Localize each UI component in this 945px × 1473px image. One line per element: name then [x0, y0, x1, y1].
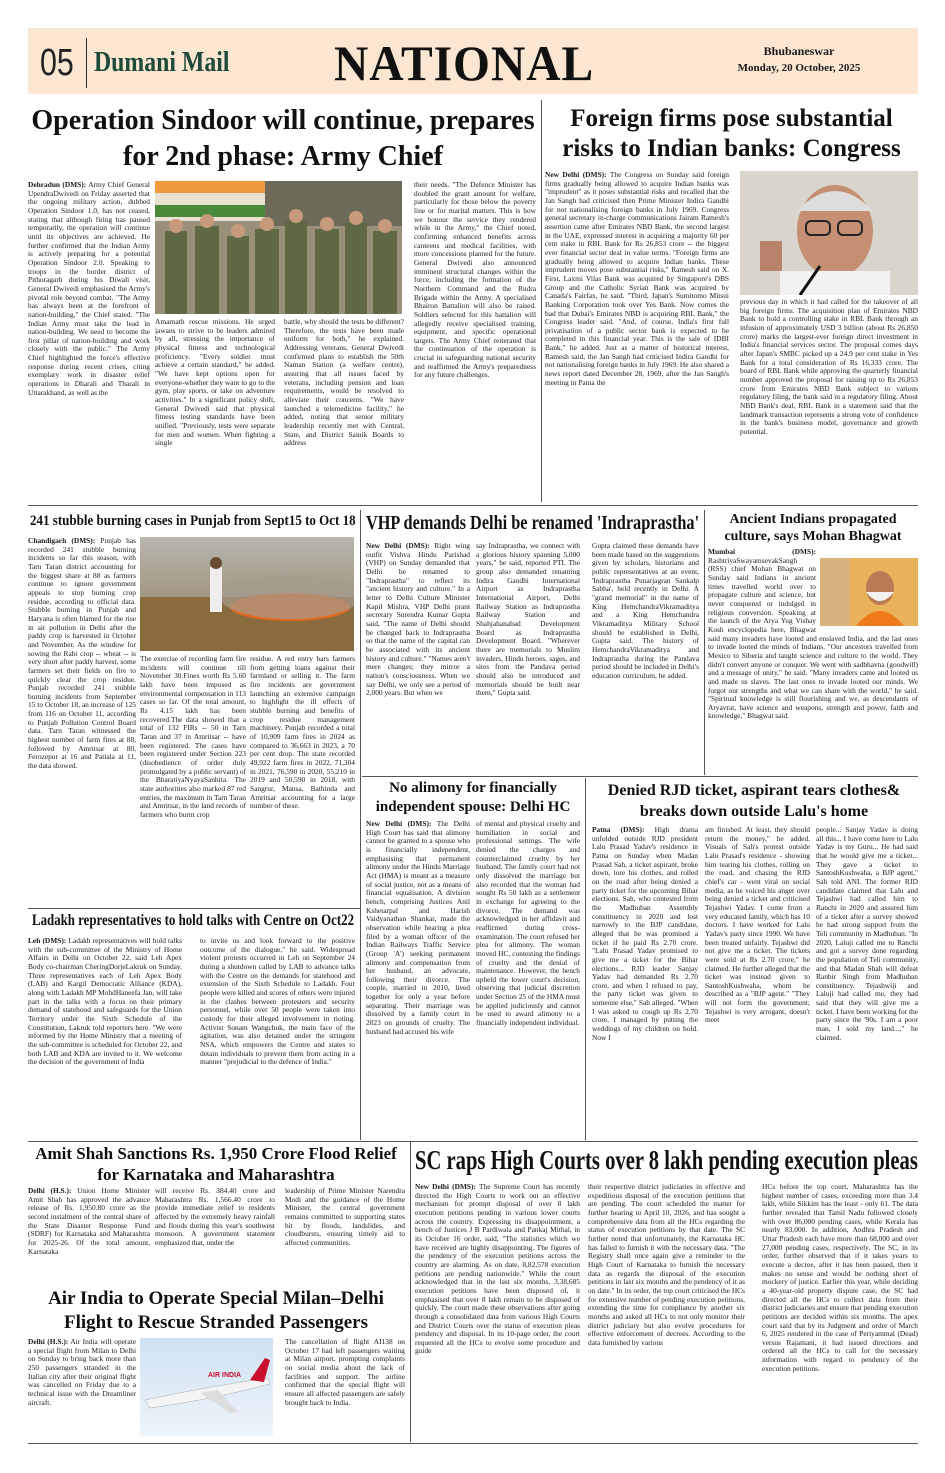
newspaper-name: Dumani Mail — [94, 46, 230, 78]
page-bottom-rule — [28, 1443, 918, 1444]
column-divider — [704, 510, 705, 775]
headline-foreign-banks — [545, 104, 918, 166]
article-column — [545, 171, 729, 499]
headline-army-chief — [28, 103, 538, 177]
headline-alimony — [365, 779, 581, 818]
article-text: RashtriyaSwayamsevakSangh (RSS) chief Mohan Bhagwat on Sunday said Indians in ancient times travelled world over to propagate culture and science, but never conquered or indulged in religious conversion. Speaking at the launch of the Arya Yug Vishay Kosh encyclopedia here, Bhagwat said many invaders have looted and enslaved India, and the last ones to invade looted the minds of Indians. "Our ancestors travelled from Mexico to Siberia and taught science and culture to the world. They didn't convert anyone or conquer. We went with sadbhavna (goodwill) and a message of unity," he said. "Many invaders came and looted us and made us slaves. The last ones to invade looted our minds. We forgot our strengths and what we can share with the world," he said. "Spiritual knowledge is still flourishing and we, as descendants of Aryavrat, have science and weapons, strength and power, faith and knowledge," Bhagwat said. — [708, 555, 918, 721]
article-text: Army Chief General UpendraDwivedi on Friday asserted that the ongoing military action, dubbed Operation Sindoor 1.0, has not ceased, stating that although firing has paused temporarily, the operation will continue until its objectives are achieved. He further confirmed that the Indian Army is actively preparing for a potential Operation Sindoor 2.0. Speaking to troops in the border district of Pithoragarh during his Diwali visit, General Dwivedi emphasised the Army's pivotal role beyond combat. "The Army has always been at the forefront of nation-building," the Chief stated. "The Indian Army must take the lead in nation-building. We need to become the first pillar of nation-building and work closely with the public." The Army Chief highlighted the force's effective response during recent crises, citing exemplary work in disaster relief operations in Dharali and Tharali in Uttarakhand, as well as the — [28, 181, 150, 397]
headline-vhp — [366, 511, 699, 537]
headline-text: Amit Shah Sanctions Rs. 1,950 Crore Flood Relief for Karnataka and Maharashtra — [35, 1144, 397, 1184]
section-divider — [362, 776, 918, 777]
headline-text: 241 stubble burning cases in Punjab from Sept15 to Oct 18 — [30, 513, 356, 529]
article-column — [28, 1338, 136, 1438]
article-column: The cancellation of flight AI138 on October 17 had left passengers waiting at Milan airport, prompting complaints on social media about the lack of facilities and support. The airline confirmed that the special flight will ensure all affected passengers are safely brought back to India. — [285, 1338, 405, 1407]
headline-text: Air India to Operate Special Milan–Delhi Flight to Rescue Stranded Passengers — [48, 1288, 384, 1333]
headline-text: Foreign firms pose substantial risks to Indian banks: Congress — [562, 105, 901, 162]
headline-text: Denied RJD ticket, aspirant tears clothes& breaks down outside Lalu's home — [607, 782, 901, 820]
article-text: Air India will operate a special flight from Milan to Delhi on Sunday to bring back more than 250 passengers stranded in the Italian city after their original flight was cancelled on Friday due to a technical issue with the Dreamliner aircraft. — [28, 1338, 136, 1407]
article-column: previous day in which it had called for the takeover of all big foreign firms. The acquisition plan of Emirates NBD Bank to hold a controlling stake in RBL Bank through an infusion of approximately USD 3 billion (about Rs 26,850 crore) marks the largest-ever foreign direct investment in India's financial services sector. The proposal comes days after Japan's SMBC picked up a 24.9 per cent stake in Yes Bank for a total consideration of Rs 16,333 crore. The board of RBL Bank while approving the quarterly financial number approved the proposal for raising up to Rs 26,853 crore from Emirates NBD Bank subject to various regulatory filing, the bank said in a regulatory filing. About NBD Bank's deal, RBL Bank in a statement said that the landmark transaction represents a strong vote of confidence in the bank's business model, governance and growth potential. — [740, 298, 918, 436]
article-column: HCs before the top court, Maharashtra has the highest number of cases, exceeding more than 3.4 lakh, while Sikkim has the least - only 61. The data further revealed that Tamil Nadu followed closely with over 86,000 pending cases, while Kerala has nearly 83,000. In addition, Andhra Pradesh and Uttar Pradesh each have more than 68,000 and over 27,000 pending cases, respectively. The SC, in its order, further observed that if it takes years to execute a decree, after it has been passed, then it makes no sense and would be nothing short of mockery of justice. Earlier this year, while deciding a 40-year-old property dispute case, the SC had directed all the HCs to collect data from their district judiciaries and ensure that pending execution petitions are decided within six months. The apex court said that by its Judgment and order of March 6, 2025 rendered in the case of Periyammal (Dead) versus Rajamani, it had issued directions and ordered all the HCs to call for the necessary information with regard to pendency of the execution petitions. — [762, 1183, 918, 1373]
article-text: The Supreme Court has recently directed the High Courts to work out an effective mechanism for prompt disposal of over 8 lakh execution petitions pending in various lower courts across the country. Expressing its disappointment, a bench of Justices J B Pardiwala and Pankaj Mithal, in its October 16 order, said, "The statistics which we have received are highly disappointing. The figures of the pendency of the execution petitions across the country are alarming. As on date, 8,82,578 execution petitions are pending nationwide." While the court acknowledged that in the last six months, 3,38,685 execution petitions have been disposed of, it emphasised that over 8 lakh remain to be disposed of quickly. The court made these observations after going through a consolidated data from various High Courts and District Courts over the status of execution pleas pendency and disposal. In its 10-page order, the court requested all the HCs to evolve some procedure and guide — [415, 1183, 580, 1356]
article-column — [366, 542, 470, 774]
column-divider — [410, 1142, 411, 1442]
dateline: Patna (DMS): — [592, 826, 645, 834]
section-divider — [28, 505, 918, 506]
dateline: New Delhi (DMS): — [545, 171, 607, 179]
article-column — [28, 181, 150, 499]
army-chief-photo — [155, 181, 402, 314]
dateline: Chandigarh (DMS): — [28, 537, 96, 545]
air-india-plane-photo — [140, 1338, 273, 1436]
jairam-ramesh-photo — [740, 171, 918, 295]
dateline: Mumbai (DMS): — [708, 548, 816, 556]
article-text: High drama unfolded outside RJD president Lalu Prasad Yadav's residence in Patna on Sunday when Madan Prasad Sah, a ticket aspirant, broke down, tore his clothes, and rolled on the road after being denied a party ticket for the upcoming Bihar elections. Sah, who contested from the Madhuban Assembly constituency in 2020 and lost narrowly to the BJP candidate, alleged that he was promised a ticket if he paid Rs 2.70 crore. "Lalu Prasad Yadav promised to give me a ticket for the Bihar elections... RJD leader Sanjay Yadav had demanded Rs 2.70 crore, and when I refused to pay, the party ticket was given to someone else," Sah alleged. "When I was asked to cough up Rs 2.70 crore, I managed by putting the weddings of my children on hold. Now I — [592, 826, 698, 1042]
article-column — [708, 548, 918, 770]
column-divider — [360, 510, 361, 1140]
dateline: Delhi (H.S.): — [28, 1338, 69, 1346]
article-text: Punjab has recorded 241 stubble burning incidents so far this season, with Tarn Taran district accounting for the biggest share at 88 as farmers continue to ignore government appeals to stop burning crop residue, according to official data. Stubble burning in Punjab and Haryana is often blamed for the rise in air pollution in Delhi after the paddy crop is harvested in October and November. As the window for sowing the Rabi crop -- wheat -- is very short after paddy harvest, some farmers set their fields on fire to quickly clear the crop residue. Punjab recorded 241 stubble burning incidents from September 15 to October 18, an increase of 125 from 116 on October 11, according to Punjab Pollution Control Board data. Tarn Taran witnessed the highest number of farm fires at 88, followed by Amritsar at 80, Ferozepur at 16 and Patiala at 11, the data showed. — [28, 537, 136, 771]
article-text: The Congress on Sunday said foreign firms gradually being allowed to acquire Indian banks was "imprudent" as it poses substantial risks and recalled that the Jan Sangh had criticised then Prime Minister Indira Gandhi for not nationalising foreign banks in July 1969. Congress general secretary in-charge communications Jairam Ramesh's assertion came after Emirates NBD Bank, the second largest in the UAE, expressed interest in acquiring a majority 60 per cent stake in RBL Bank for Rs 26,853 crore -- the biggest ever financial sector deal in value terms. "Foreign firms are gradually being allowed to acquire Indian banks. These imprudent moves pose substantial risks," Ramesh said on X. First, Laxmi Vilas Bank was acquired by Singapore's DBS Group and the Catholic Syrian Bank was acquired by Canada's Fairfax, he said. "Third, Japan's Sumitomo Mitsui Banking Corporation took over Yes Bank. Now comes the bad that Dubai's Emirates NBD is acquiring RBL Bank," the Congress leader said. "And, of course, India's first full privatisation of a public sector bank is expected to be completed in this financial year. This is the sale of IDBI Bank," he added. Just as a matter of historical interest, Ramesh said, the Jan Sangh had criticised Indira Gandhi for not nationalising foreign banks in July 1969. He also shared a news report dated December 28, 1969, after the Jan Sangh's meeting in Patna the — [545, 171, 729, 387]
article-column — [28, 937, 182, 1139]
article-column: residue. A red entry bars farmers from getting loans against their farmland or selling it. The farm fire incidents are government launching an extensive campaign to highlight the ill effects of stubble burning and benefits of crop residue management machinery. Punjab recorded a total of 10,909 farm fires in 2024 as compared to 36,663 in 2023, a 70 per cent drop. The state recorded 49,922 farm fires in 2022, 71,304 in 2021, 76,590 in 2020, 55,210 in 2019 and 50,590 in 2018, with Sangrur, Mansa, Bathinda and Amritsar accounting for a large number of these. — [250, 655, 355, 811]
page-number: 05 — [40, 42, 74, 84]
article-column: will receive Rs. 384.40 crore and Maharashtra Rs. 1,566.40 crore to provide immediate relief to residents affected by the extremely heavy rainfall and floods during this year's southwest monsoon. A government statement emphasized that, under the — [155, 1187, 275, 1247]
article-column: Gupta claimed these demands have been made based on the suggestions given by scholars, historians and public representatives at an event, 'Indraprastha Punarjagran Sankalp Sabha', held recently in Delhi. A "grand memorial" in the name of King HemchandraVikramaditya and a King Hemchandra Vikramaditya Military School should be established in Delhi, Gupta said. The history of HemchandraVikramaditya and Indraprastha during the Pandava period should be included in Delhi's education curriculum, he added. — [592, 542, 699, 680]
divider — [86, 38, 87, 88]
headline-text: Operation Sindoor will continue, prepares for 2nd phase: Army Chief — [31, 105, 535, 172]
article-text: Union Home Minister Amit Shah has approved the advance release of Rs. 1,950.80 crore as the second instalment of the central share of the State Disaster Response Fund (SDRF) for Karnataka and Maharashtra for 2025-26. Of the total amount, Karnataka — [28, 1187, 150, 1256]
article-column: say Indraprastha, we connect with a glorious history spanning 5,000 years," he said, reported PTI. The group also demanded renaming Indira Gandhi International Airport as Indraprastha International Airport, Delhi Railway Station as Indraprastha Railway Station and Shahjahanabad Development Board as Indraprastha Development Board. "Wherever there are memorials to Muslim invaders, Hindu heroes, sages, and sites from the Pandava period should also be introduced and memorials should be built near them," Gupta said. — [476, 542, 580, 698]
section-divider — [28, 1141, 918, 1142]
article-column — [28, 1187, 150, 1283]
section-divider — [28, 908, 360, 909]
headline-rjd — [590, 780, 918, 824]
article-column — [415, 1183, 580, 1439]
article-column: to invite us and look forward to the positive outcome of the dialogue," he said. Widespread violent protests occurred in Leh on September 24 during a shutdown called by LAB to advance talks with the Centre on the demands for statehood and extension of the Sixth Schedule to Ladakh. Four people were killed and scores of others were injured in the clashes between protesters and security personnel, while over 50 people were taken into custody for their alleged involvement in rioting. Activist Sonam Wangchuk, the main face of the agitation, was also detained under the stringent NSA, which empowers the Centre and states to detain individuals to prevent them from acting in a manner "prejudicial to the defence of India." — [200, 937, 355, 1067]
article-column: their needs. "The Defence Minister has doubled the grant amount for welfare, particularly for those below the poverty line or for marital matters. This is how we honour the service they rendered while in the Army," the Chief noted, confirming enhanced benefits across canteens and medical facilities, with more concessions planned for the future. General Dwivedi also announced imminent structural changes within the force, including the formation of the Northern Command and the Rudra Brigade within the Army. A specialised Bhairon Battalion will also be raised. Soldiers selected for this battalion will allegedly receive specialised training, equipment, and specific operational targets. The Army Chief reiterated that the continuation of the operation is crucial in safeguarding national security and reaffirmed the Army's preparedness for any future challenges. — [414, 181, 536, 380]
air-india-livery-text: AIR INDIA — [208, 1372, 242, 1379]
article-column: their respective district judiciaries in effective and expeditious disposal of the execution petitions that are pending. The court scheduled the matter for further hearing to April 10, 2026, and has sought a comprehensive data from all the HCs regarding the status of execution petitions by that date. The SC further noted that unfortunately, the Karnataka HC has failed to furnish it with the necessary data. "The Registry shall once again give a reminder to the High Court of Karnataka to furnish the necessary data as regards the disposal of the execution petitions in last six months and the pendency of it as on date." In its order, the top court criticised the HCs for extensive number of pending execution petitions, extending the time for compliance by another six months and asked all HCs to not only monitor their district judiciary but also evolve procedures for effective enforcement of decrees. According to the data furnished by various — [588, 1183, 745, 1347]
article-column: battle, why should the tests be different? Therefore, the tests have been made uniform for both," he explained. Addressing veterans, General Dwivedi confirmed plans to establish the 50th Naman Station (a welfare centre), assuring that all issues faced by veterans, including pension and loan requirements, would be resolved to alleviate their concerns. "We have launched a telemedicine facility," he added, noting that senior military leadership recently met with Central, State, and District Sainik Boards to address — [284, 318, 404, 448]
dateline: Delhi (H.S.): — [28, 1187, 72, 1195]
column-divider — [541, 100, 542, 502]
edition-city: Bhubaneswar — [763, 44, 835, 58]
headline-text: SC raps High Courts over 8 lakh pending execution pleas — [415, 1145, 918, 1175]
headline-ladakh — [32, 911, 354, 933]
article-column: Amarnath rescue missions. He urged jawans to strive to be leaders admired by all, stressing the importance of physical fitness and technological proficiency. "Every soldier must achieve a certain standard," he added. "We have kept options open for everyone-whether they want to go to the gym, play sports, or take on adventure activities." In a significant policy shift, General Dwivedi said that physical fitness testing standards have been unified. "Previously, tests were separate for men and women. When fighting a single — [155, 318, 275, 448]
dateline: New Delhi (DMS): — [366, 820, 432, 828]
masthead — [28, 28, 918, 94]
dateline: Leh (DMS): — [28, 937, 67, 945]
article-text: Right wing outfit Vishva Hindu Parishad (VHP) on Sunday demanded that Delhi be renamed to "Indraprastha" to reflect its "ancient history and culture." In a letter to Delhi Culture Minister Kapil Mishra, VHP Delhi prant secretary Surendra Kumar Gupta said, "The name of Delhi should be changed back to Indraprastha so that the name of the capital can be associated with its ancient history and culture." "Names aren't mere changes; they mirror a nation's consciousness. When we say Delhi, we only see a period of 2,000 years. But when we — [366, 542, 470, 698]
article-column: leadership of Prime Minister Narendra Modi and the guidance of the Home Minister, the central government remains committed to supporting states hit by floods, landslides, and cloudbursts, ensuring timely aid to affected communities. — [285, 1187, 405, 1247]
edition-date: Monday, 20 October, 2025 — [737, 62, 861, 74]
headline-stubble — [30, 512, 356, 532]
headline-text: No alimony for financially independent spouse: Delhi HC — [375, 780, 571, 815]
column-divider — [585, 778, 586, 1140]
headline-sc — [415, 1144, 918, 1178]
section-title: NATIONAL — [334, 35, 595, 91]
article-text: The Delhi High Court has said that alimony cannot be granted to a spouse who is financially independent, emphasising that permanent alimony under the Hindu Marriage Act (HMA) is meant as a measure of social justice, not as a means of financial equalisation. A division bench, comprising Justices Anil Kshetarpal and Harish Vaidyanathan Shankar, made the observation while hearing a plea filed by a woman officer of the Indian Railways Traffic Service (Group 'A') seeking permanent alimony and compensation from her husband, an advocate, following their divorce. The couple, married in 2010, lived together for only a year before separating. Their marriage was dissolved by a family court in 2023 on grounds of cruelty. The husband had accused his wife — [366, 820, 470, 1036]
dateline: Dehradun (DMS): — [28, 181, 87, 189]
headline-text: VHP demands Delhi be renamed 'Indraprastha' — [366, 512, 700, 534]
article-column: am finished. At least, they should return the money," he added. Visuals of Sah's protest outside Lalu Prasad's residence - showing him tearing his clothes, rolling on the road, and chasing the RJD chief's car - went viral on social media, as he voiced his anger over being denied a ticket and criticised Tejashwi Yadav. I come from a very educated family, which has 10 doctors. I have worked for Lalu Yadav's party since 1990. We have been treated unfairly. Tejashwi did not give me a ticket. The tickets were sold at Rs 2.70 crore," he claimed. He further alleged that the ticket was instead given to SantoshKushwaha, whom he described as a "BJP agent." "They will not form the government; Tejashwi is very arrogant, doesn't meet — [705, 826, 810, 1025]
headline-bhagwat — [708, 511, 918, 546]
article-column — [366, 820, 470, 1138]
article-column — [592, 826, 698, 1138]
mohan-bhagwat-photo — [820, 558, 918, 626]
headline-text: Ladakh representatives to hold talks with Centre on Oct22 — [32, 912, 355, 929]
dateline: New Delhi (DMS): — [415, 1183, 476, 1191]
headline-text: Ancient Indians propagated culture, says Mohan Bhagwat — [724, 512, 902, 544]
stubble-fire-photo — [140, 537, 354, 651]
dateline: New Delhi (DMS): — [366, 542, 430, 550]
headline-amit-shah — [28, 1143, 404, 1186]
article-column — [28, 537, 136, 905]
article-column: of mental and physical cruelty and humiliation in social and professional settings. The wife denied the charges and counterclaimed cruelty by her husband. The family court had not only dissolved the marriage but also recorded that the woman had sought Rs 50 lakh as a settlement in exchange for agreeing to the divorce. The demand was acknowledged in her affidavit and reaffirmed during cross-examination. The court refused her plea for alimony. The woman moved HC, contesting the findings of cruelty and the denial of maintenance. However, the bench upheld the lower court's decision, observing that judicial discretion under Section 25 of the HMA must be applied judiciously and cannot be used to award alimony to a financially independent individual. — [476, 820, 580, 1028]
article-column: people... Sanjay Yadav is doing all this... I have come here to Lalu Yadav is my Guru... He had said that he would give me a ticket... They gave a ticket to SantoshKushwaha, a BJP agent," Sah told ANI. The former RJD candidate claimed that Lalu and Tejashwi had called him to Ranchi in 2020 and assured him of a ticket after a survey showed he had strong support from the Teli community in Madhuban. "In 2020, Laluji called me to Ranchi and got a survey done regarding the population of Teli community, and that Madan Shah will defeat Ranbir Singh from Madhuban constituency. Tejashwiji and Laluji had called me, they had said that they will give me a ticket. I have been working for the party since the '90s. I am a poor man, I sold my land...," he claimed. — [816, 826, 918, 1042]
headline-air-india — [28, 1287, 404, 1335]
article-text: Ladakh representatives will hold talks with the sub-committee of the Ministry of Home Affairs in Delhi on October 22, said Leh Apex Body co-chairman CheringDorjeLakruk on Sunday. Three representatives each of Leh Apex Body (LAB) and Kargil Democratic Alliance (KDA), along with Ladakh MP MohdHaneefa Jan, will take part in the talks with a focus on their primary demand of statehood and safeguards for the Union Territory under the Sixth Schedule of the Constitution, Lakruk told reporters here. "We were informed by the Home Ministry that a meeting of the sub-committee is scheduled for October 22, and both LAB and KDA are invited to it. We welcome the decision of the government of India — [28, 937, 182, 1067]
article-column: The exercise of recording farm fire incidents will continue till November 30.Fines worth Rs 5.60 lakh have been imposed as environmental compensation in 113 cases so far. Of the total amount, Rs 4.15 lakh has been recovered.The data showed that a total of 132 FIRs -- 50 in Tarn Taran and 37 in Amritsar -- have been registered. The cases have been registered under Section 223 (disobedience of order duly promulgated by a public servant) of the BharatiyaNyayaSanhita. The state authorities also marked 87 red entries, the maximum in Tarn Taran and Amritsar, in the land records of farmers who burnt crop — [140, 655, 246, 819]
